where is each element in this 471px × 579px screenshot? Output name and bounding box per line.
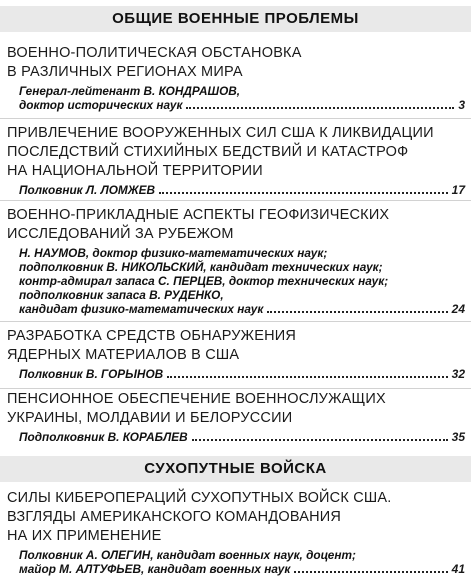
author-row-with-page <box>19 183 465 197</box>
dot-leader <box>192 439 448 441</box>
author-line: Полковник В. ГОРЫНОВ <box>19 367 164 381</box>
article-authors <box>7 84 465 112</box>
author-line: Подполковник В. КОРАБЛЕВ <box>19 430 188 444</box>
toc-entry[interactable] <box>7 390 465 444</box>
dot-leader <box>267 311 447 313</box>
article-title: ПРИВЛЕЧЕНИЕ ВООРУЖЕННЫХ СИЛ США К ЛИКВИДАЦИИ ПОСЛЕДСТВИЙ СТИХИЙНЫХ БЕДСТВИЙ И КАТАСТРОФ НА НАЦИОНАЛЬНОЙ ТЕРРИТОРИИ <box>7 125 434 179</box>
article-authors <box>7 367 465 381</box>
toc-entry[interactable] <box>7 327 465 381</box>
author-line: контр-адмирал запаса С. ПЕРЦЕВ, доктор технических наук; <box>19 274 389 288</box>
page-number: 3 <box>458 98 465 112</box>
page-number: 24 <box>451 302 465 316</box>
author-row-with-page <box>19 302 465 316</box>
toc-entry[interactable] <box>7 489 465 576</box>
author-line: Н. НАУМОВ, доктор физико-математических наук; <box>19 246 328 260</box>
author-row-with-page <box>19 430 465 444</box>
dot-leader <box>167 376 447 378</box>
article-title: РАЗРАБОТКА СРЕДСТВ ОБНАРУЖЕНИЯ ЯДЕРНЫХ МАТЕРИАЛОВ В США <box>7 328 297 363</box>
dot-leader <box>294 571 447 573</box>
article-title: ВОЕННО-ПРИКЛАДНЫЕ АСПЕКТЫ ГЕОФИЗИЧЕСКИХ ИССЛЕДОВАНИЙ ЗА РУБЕЖОМ <box>7 207 390 242</box>
divider <box>0 321 471 322</box>
article-title: ВОЕННО-ПОЛИТИЧЕСКАЯ ОБСТАНОВКА В РАЗЛИЧНЫХ РЕГИОНАХ МИРА <box>7 45 302 80</box>
divider <box>0 200 471 201</box>
article-title: СИЛЫ КИБЕРОПЕРАЦИЙ СУХОПУТНЫХ ВОЙСК США. ВЗГЛЯДЫ АМЕРИКАНСКОГО КОМАНДОВАНИЯ НА ИХ ПРИМЕНЕНИЕ <box>7 490 392 544</box>
dot-leader <box>159 192 448 194</box>
page-number: 17 <box>451 183 465 197</box>
section-heading-general-military: ОБЩИЕ ВОЕННЫЕ ПРОБЛЕМЫ <box>0 6 471 32</box>
author-line: кандидат физико-математических наук <box>19 302 264 316</box>
divider <box>0 118 471 119</box>
page-number: 41 <box>451 562 465 576</box>
author-line: Полковник Л. ЛОМЖЕВ <box>19 183 156 197</box>
author-line: майор М. АЛТУФЬЕВ, кандидат военных наук <box>19 562 291 576</box>
author-line: подполковник запаса В. РУДЕНКО, <box>19 288 224 302</box>
author-line: Генерал-лейтенант В. КОНДРАШОВ, <box>19 84 241 98</box>
dot-leader <box>186 107 454 109</box>
article-authors <box>7 548 465 576</box>
author-line: Полковник А. ОЛЕГИН, кандидат военных наук, доцент; <box>19 548 356 562</box>
author-line: доктор исторических наук <box>19 98 183 112</box>
article-authors <box>7 430 465 444</box>
divider <box>0 388 471 389</box>
section-heading-ground-forces: СУХОПУТНЫЕ ВОЙСКА <box>0 456 471 482</box>
article-authors <box>7 183 465 197</box>
toc-entry[interactable] <box>7 44 465 112</box>
article-title: ПЕНСИОННОЕ ОБЕСПЕЧЕНИЕ ВОЕННОСЛУЖАЩИХ УКРАИНЫ, МОЛДАВИИ И БЕЛОРУССИИ <box>7 391 386 426</box>
author-line: подполковник В. НИКОЛЬСКИЙ, кандидат технических наук; <box>19 260 383 274</box>
page-number: 35 <box>451 430 465 444</box>
author-row-with-page <box>19 367 465 381</box>
article-authors <box>7 246 465 316</box>
author-row-with-page <box>19 562 465 576</box>
author-row-with-page <box>19 98 465 112</box>
page-number: 32 <box>451 367 465 381</box>
toc-entry[interactable] <box>7 206 465 316</box>
toc-entry[interactable] <box>7 124 465 197</box>
